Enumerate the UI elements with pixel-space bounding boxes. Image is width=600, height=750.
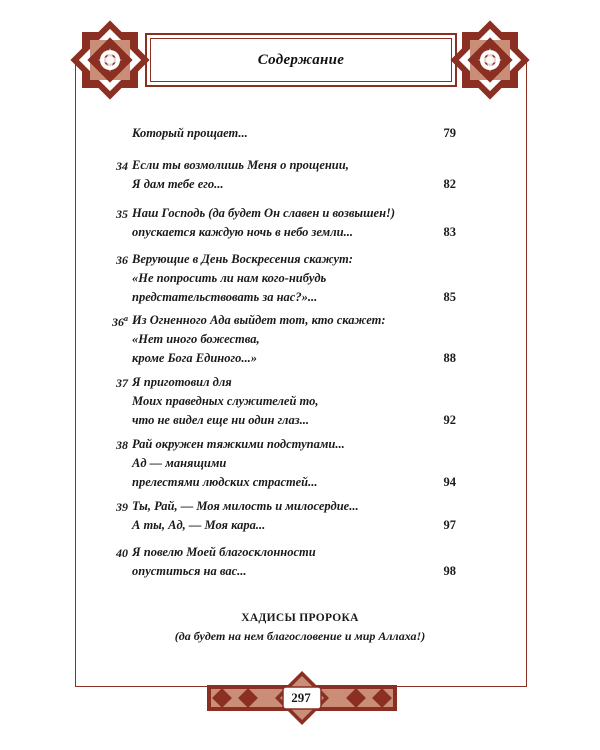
toc-entry-line: Я повелю Моей благосклонности bbox=[132, 545, 316, 559]
toc-entry-line: предстательствовать за нас?»... bbox=[132, 290, 318, 304]
toc-entry-page: 82 bbox=[443, 177, 456, 191]
toc-entry-line: Я приготовил для bbox=[132, 375, 232, 389]
section-subtitle: (да будет на нем благословение и мир Аллаха!) bbox=[174, 629, 426, 643]
toc-entry-number: 40 bbox=[116, 546, 128, 560]
toc-entry bbox=[104, 252, 464, 309]
page-title: Содержание bbox=[257, 51, 345, 68]
toc-entry bbox=[104, 206, 464, 244]
toc-entry-line: Рай окружен тяжкими подступами... bbox=[132, 437, 345, 451]
toc-entry-page: 97 bbox=[443, 518, 456, 532]
toc-entry-line: Моих праведных служителей то, bbox=[132, 394, 319, 408]
toc-entry-number: 38 bbox=[116, 438, 128, 452]
toc-entry-number-superscript: a bbox=[124, 314, 128, 323]
toc-entry bbox=[104, 313, 464, 370]
toc-entry-line: Который прощает... bbox=[132, 126, 248, 140]
toc-entry-page: 83 bbox=[443, 225, 456, 239]
toc-entry-number: 35 bbox=[116, 207, 128, 221]
toc-entry-number: 37 bbox=[116, 376, 128, 390]
section-title: ХАДИСЫ ПРОРОКА bbox=[241, 612, 359, 624]
page-number: 297 bbox=[291, 690, 311, 705]
toc-entry-line: опускается каждую ночь в небо земли... bbox=[132, 225, 353, 239]
toc-entry-line: Из Огненного Ада выйдет тот, кто скажет: bbox=[132, 313, 386, 327]
toc-entry-line: Я дам тебе его... bbox=[132, 177, 224, 191]
toc-entry bbox=[104, 375, 464, 432]
toc-entry-line: Наш Господь (да будет Он славен и возвышен!) bbox=[132, 206, 396, 220]
toc-entry-line: Если ты возмолишь Меня о прощении, bbox=[132, 158, 349, 172]
toc-entry-page: 88 bbox=[443, 351, 456, 365]
toc-entry-number: 34 bbox=[116, 159, 128, 173]
toc-entry-line: опуститься на вас... bbox=[132, 564, 247, 578]
toc-entry-line: кроме Бога Единого...» bbox=[132, 351, 257, 365]
toc-entry-page: 98 bbox=[443, 564, 456, 578]
toc-entry bbox=[104, 437, 464, 494]
toc-entry-line: что не видел еще ни один глаз... bbox=[132, 413, 309, 427]
toc-entry-page: 79 bbox=[443, 126, 456, 140]
toc-entry-line: Ад — манящими bbox=[132, 456, 227, 470]
toc-entry bbox=[104, 126, 464, 145]
toc-entry-line: Ты, Рай, — Моя милость и милосердие... bbox=[132, 499, 359, 513]
toc-entry-page: 85 bbox=[443, 290, 456, 304]
toc-entry-line: Верующие в День Воскресения скажут: bbox=[132, 252, 353, 266]
toc-entry-number: 39 bbox=[116, 500, 128, 514]
toc-entry-number: 36$^a$ bbox=[112, 314, 128, 329]
toc-entry-line: «Не попросить ли нам кого-нибудь bbox=[132, 271, 327, 285]
toc-entry-page: 92 bbox=[443, 413, 456, 427]
toc-entry bbox=[104, 545, 464, 583]
toc-entry bbox=[104, 499, 464, 537]
toc-entry-line: прелестями людских страстей... bbox=[132, 475, 318, 489]
toc-entry-line: А ты, Ад, — Моя кара... bbox=[132, 518, 266, 532]
toc-entry-page: 94 bbox=[443, 475, 456, 489]
toc-entry-line: «Нет иного божества, bbox=[132, 332, 260, 346]
toc-entry bbox=[104, 158, 464, 196]
toc-entry-number: 36 bbox=[116, 253, 128, 267]
